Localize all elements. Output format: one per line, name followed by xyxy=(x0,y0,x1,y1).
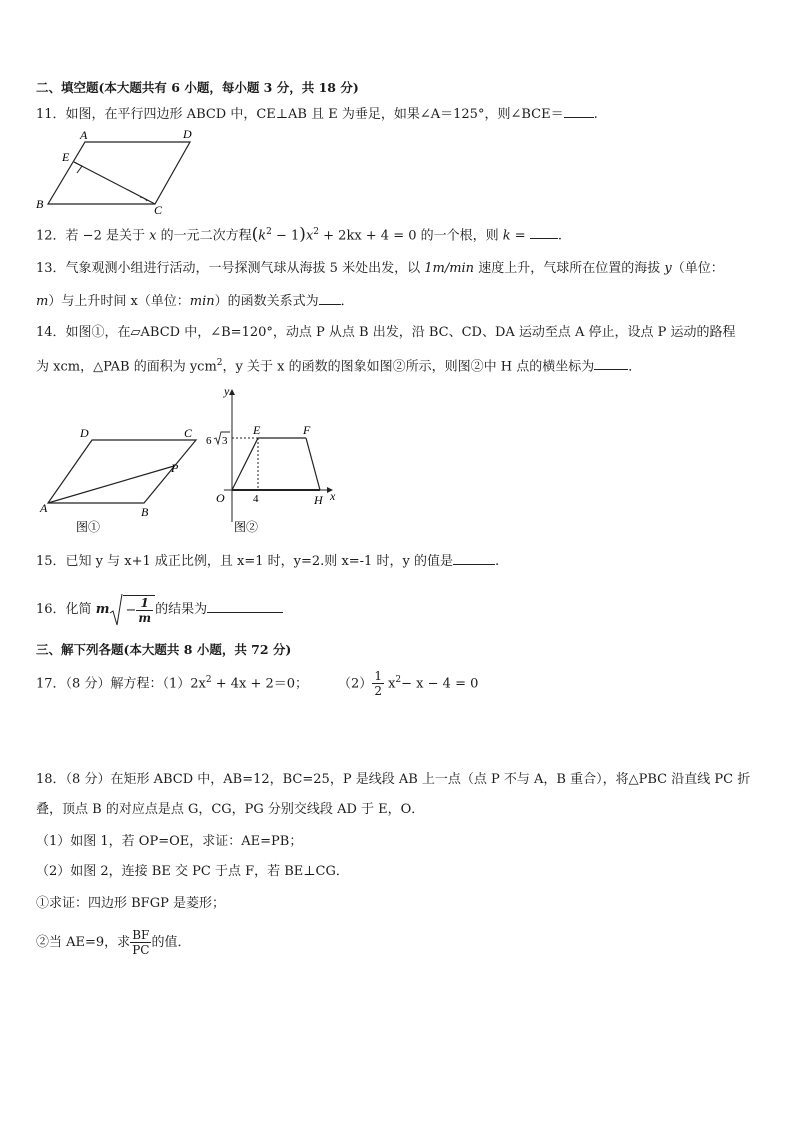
question-18-part-2-i: ①求证：四边形 BFGP 是菱形； xyxy=(36,896,225,911)
q17-text-d: x xyxy=(383,676,396,692)
figure-2-graph xyxy=(196,382,346,537)
question-12: 12．若 −2 是关于 x 的一元二次方程$(k^2 - 1)x^2 + 2kx + 4 = 0$ 的一个根，则 k = . xyxy=(36,224,562,245)
q16-den: m xyxy=(138,610,152,625)
q16-text-b: 的结果为 xyxy=(155,602,208,617)
section-heading-fill-blank: 二、填空题(本大题共有 6 小题，每小题 3 分，共 18 分) xyxy=(36,80,359,95)
q14-text-a: 14．如图①，在▱ABCD 中，∠B=120°，动点 P 从点 B 出发，沿 BC、CD、DA 运动至点 A 停止，设点 P 运动的路程 xyxy=(36,325,736,340)
question-12-text-c: 的一个根，则 xyxy=(416,228,503,244)
answer-blank-13 xyxy=(319,292,341,305)
question-16 xyxy=(36,592,283,628)
q18-text-a: ②当 AE=9，求 xyxy=(36,935,131,950)
label-A: A xyxy=(80,128,88,142)
question-12-text-a: 12．若 −2 是关于 xyxy=(36,228,150,244)
label-E: E xyxy=(62,150,70,164)
q17-frac-den: 2 xyxy=(374,684,382,699)
eq-minus-one: − 1 xyxy=(271,228,300,244)
fig2-label-E: E xyxy=(253,423,261,437)
section-heading-solve: 三、解下列各题(本大题共 8 小题，共 72 分) xyxy=(36,642,292,657)
fig1-label-P: P xyxy=(171,461,179,475)
q13-unit-min: min xyxy=(189,294,215,309)
question-11 xyxy=(36,105,598,123)
q14-text-b: 为 xcm，△PAB 的面积为 ycm xyxy=(36,359,217,375)
fig2-label-H: H xyxy=(314,493,323,507)
figure-parallelogram-abcd-q11 xyxy=(30,124,205,214)
q18-frac-num: BF xyxy=(130,928,151,943)
q14-text-c: ，y 关于 x 的函数的图象如图②所示，则图②中 H 点的横坐标为 xyxy=(222,359,595,375)
question-18-line-1: 18．（8 分）在矩形 ABCD 中，AB=12，BC=25，P 是线段 AB 上一点（点 P 不与 A，B 重合），将△PBC 沿直线 PC 折 xyxy=(36,772,751,787)
q16-var-m: m xyxy=(95,602,110,617)
answer-blank-16 xyxy=(207,600,283,613)
question-11-end: . xyxy=(593,107,598,122)
q17-text-e: − x − 4 = 0 xyxy=(401,676,479,692)
eq-rest: + 2kx + 4 = 0 xyxy=(319,228,417,244)
fig1-label-C: C xyxy=(184,426,193,440)
q15-text: 15．已知 y 与 x+1 成正比例，且 x=1 时，y=2.则 x=-1 时，y 的值是 xyxy=(36,554,453,569)
q13-text-a: 13．气象观测小组进行活动，一号探测气球从海拔 5 米处出发，以 xyxy=(36,261,425,276)
answer-blank-14 xyxy=(594,357,628,370)
question-17 xyxy=(36,664,479,699)
q18-frac-den: PC xyxy=(132,943,150,957)
eq-exp: 2 xyxy=(266,227,272,237)
q13-unit: 1m/min xyxy=(424,261,475,276)
q13-var-y: y xyxy=(664,261,672,276)
q13-text-c: （单位： xyxy=(671,261,724,276)
q13-end: ． xyxy=(340,294,354,309)
var-k: k xyxy=(502,228,511,244)
question-12-end: . xyxy=(557,228,562,244)
q13-text-e: ）的函数关系式为 xyxy=(214,294,319,309)
equals: = xyxy=(510,228,530,244)
q16-neg: − xyxy=(125,602,137,618)
question-13-line-1 xyxy=(36,261,724,277)
q13-text-b: 速度上升，气球所在位置的海拔 xyxy=(474,261,665,276)
var-x: x xyxy=(149,228,157,244)
eq-x-exp: 2 xyxy=(313,227,320,237)
q15-end: . xyxy=(494,554,500,569)
question-18-part-1: （1）如图 1，若 OP=OE，求证：AE=PB； xyxy=(36,834,303,849)
q13-text-d: ）与上升时间 x（单位： xyxy=(48,294,190,309)
question-18-line-2: 叠，顶点 B 的对应点是点 G，CG，PG 分别交线段 AD 于 E，O． xyxy=(36,802,425,817)
question-18-part-2-ii xyxy=(36,926,190,960)
fig2-tick-y-coef: 6 xyxy=(206,435,212,447)
fig1-caption: 图① xyxy=(76,520,101,534)
q17-text-b: + 4x + 2＝0； xyxy=(211,676,309,692)
question-15 xyxy=(36,552,499,570)
q18-text-b: 的值． xyxy=(151,935,191,950)
fig2-caption: 图② xyxy=(234,520,259,534)
q13-unit-m: m xyxy=(36,294,49,309)
fig2-axis-x: x xyxy=(330,489,336,503)
label-C: C xyxy=(154,203,163,214)
question-11-text: 11．如图，在平行四边形 ABCD 中，CE⊥AB 且 E 为垂足，如果∠A＝125°，则∠BCE＝ xyxy=(36,107,564,122)
q17-text-c: （2） xyxy=(338,676,373,692)
fig1-label-B: B xyxy=(141,505,149,519)
question-12-text-b: 的一元二次方程 xyxy=(156,228,252,244)
answer-blank-11 xyxy=(564,105,594,118)
fig1-label-D: D xyxy=(80,426,89,440)
fig2-tick-4: 4 xyxy=(253,493,259,505)
fig2-label-O: O xyxy=(216,491,225,505)
q17-sup-2: 2 xyxy=(395,675,402,685)
question-18-part-2: （2）如图 2，连接 BE 交 PC 于点 F，若 BE⊥CG． xyxy=(36,864,349,879)
fig1-label-A: A xyxy=(40,501,48,515)
fig2-tick-y-rad: 3 xyxy=(222,435,228,447)
question-14-line-1 xyxy=(36,325,736,341)
figure-1-parallelogram xyxy=(36,420,211,535)
answer-blank-15 xyxy=(453,552,495,565)
radical-sign-icon xyxy=(109,593,123,627)
fig2-label-F: F xyxy=(303,423,311,437)
q17-sup: 2 xyxy=(205,675,212,685)
question-13-line-2 xyxy=(36,292,354,310)
label-B: B xyxy=(36,197,44,211)
q16-text-a: 16．化简 xyxy=(36,602,96,617)
fig2-axis-y: y xyxy=(224,384,230,398)
q17-text-a: 17．（8 分）解方程：（1）2x xyxy=(36,676,206,692)
q16-num: 1 xyxy=(136,596,153,611)
eq-k: k xyxy=(258,228,267,244)
q17-frac-num: 1 xyxy=(374,669,382,684)
label-D: D xyxy=(183,127,192,141)
eq-x: x xyxy=(305,228,314,244)
q14-end: ． xyxy=(628,359,642,375)
q14-sup: 2 xyxy=(216,358,223,368)
answer-blank-12 xyxy=(530,226,558,239)
question-14-line-2 xyxy=(36,355,641,375)
